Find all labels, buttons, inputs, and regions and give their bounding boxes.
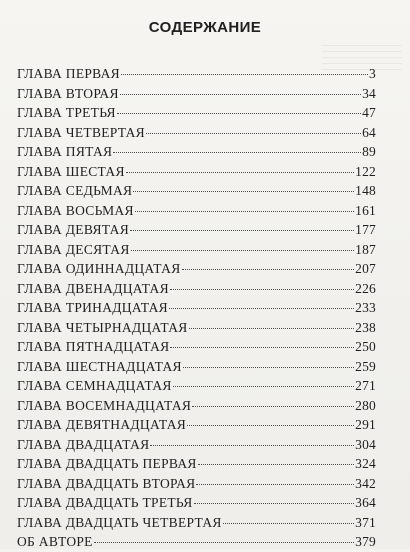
toc-entry [17,474,376,494]
toc-entry-label: ГЛАВА ВОСЬМАЯ [17,202,134,218]
toc-entry-page-number: 280 [355,397,376,413]
toc-entry-label: ГЛАВА ДЕВЯТНАДЦАТАЯ [17,417,187,432]
toc-entry [17,376,376,396]
toc-entry [17,318,376,338]
toc-entry-label: ГЛАВА СЕМНАДЦАТАЯ [17,378,172,393]
toc-entry-label: ГЛАВА ДВАДЦАТЬ ВТОРАЯ [17,475,196,491]
toc-entry-page-number: 177 [355,222,376,237]
toc-entry [17,240,376,260]
toc-entry-label: ГЛАВА ШЕСТНАДЦАТАЯ [17,358,182,374]
toc-entry-page-number: 233 [355,300,376,315]
toc-entry-label: ГЛАВА ВТОРАЯ [17,85,119,101]
dot-leader [192,406,354,407]
dot-leader [170,347,354,348]
dot-leader [196,484,354,485]
dot-leader [126,172,354,173]
toc-entry-page-number: 207 [355,261,376,276]
dot-leader [150,445,354,446]
toc-entry-label: ГЛАВА СЕДЬМАЯ [17,183,133,198]
toc-entry-page-number: 371 [355,514,376,530]
toc-entry-page-number: 364 [355,495,376,510]
toc-entry-page-number: 324 [355,456,376,471]
page-title: СОДЕРЖАНИЕ [148,19,262,36]
dot-leader [182,269,355,270]
toc-entry [17,337,376,357]
toc-entry [17,162,376,182]
toc-entry-label: ГЛАВА ЧЕТЫРНАДЦАТАЯ [17,319,188,335]
toc-entry-label: ГЛАВА ДВАДЦАТЬ ЧЕТВЕРТАЯ [17,514,222,530]
toc-entry [17,493,376,513]
toc-entry-label: ГЛАВА ОДИННАДЦАТАЯ [17,261,181,276]
toc-entry [17,454,376,474]
toc-entry [17,84,376,104]
toc-entry-page-number: 250 [355,339,376,354]
toc-entry-label: ГЛАВА ВОСЕМНАДЦАТАЯ [17,397,192,413]
toc-entry [17,396,376,416]
table-of-contents [17,64,376,552]
toc-entry [17,279,376,299]
dot-leader [170,289,354,290]
dot-leader [133,191,354,192]
toc-entry-page-number: 271 [355,378,376,393]
toc-entry [17,123,376,143]
toc-entry-page-number: 89 [362,144,376,159]
toc-entry-label: ГЛАВА ТРЕТЬЯ [17,105,116,120]
toc-entry-page-number: 238 [355,319,376,335]
toc-entry [17,142,376,162]
dot-leader [135,211,354,212]
toc-entry-page-number: 226 [355,280,376,296]
toc-entry [17,415,376,435]
toc-entry-label: ГЛАВА ТРИНАДЦАТАЯ [17,300,168,315]
dot-leader [173,386,354,387]
toc-entry-page-number: 122 [355,163,376,179]
toc-entry-page-number: 3 [369,66,376,81]
dot-leader [113,152,361,153]
toc-entry [17,298,376,318]
toc-entry [17,201,376,221]
toc-entry-label: ГЛАВА ДВАДЦАТАЯ [17,436,150,452]
toc-entry-label: ГЛАВА ЧЕТВЕРТАЯ [17,124,145,140]
dot-leader [189,328,355,329]
dot-leader [187,425,354,426]
toc-entry-page-number: 259 [355,358,376,374]
toc-entry-label: ГЛАВА ДЕСЯТАЯ [17,241,130,257]
toc-entry-label: ГЛАВА ПЯТНАДЦАТАЯ [17,339,170,354]
toc-entry-label: ГЛАВА ДВАДЦАТЬ ТРЕТЬЯ [17,495,193,510]
dot-leader [120,94,361,95]
toc-entry-label: ГЛАВА ДВАДЦАТЬ ПЕРВАЯ [17,456,197,471]
toc-entry [17,513,376,533]
dot-leader [94,542,354,543]
toc-entry [17,357,376,377]
dot-leader [131,250,354,251]
toc-entry-page-number: 304 [355,436,376,452]
toc-entry-label: ГЛАВА ДВЕНАДЦАТАЯ [17,280,169,296]
toc-entry [17,435,376,455]
toc-entry-page-number: 161 [355,202,376,218]
toc-entry-page-number: 342 [355,475,376,491]
toc-entry-page-number: 64 [362,124,376,140]
toc-entry-label: ГЛАВА ШЕСТАЯ [17,163,125,179]
toc-entry-label: ОБ АВТОРЕ [17,534,93,549]
dot-leader [130,230,354,231]
toc-entry [17,181,376,201]
toc-entry-label: ГЛАВА ДЕВЯТАЯ [17,222,129,237]
dot-leader [121,74,368,75]
dot-leader [183,367,354,368]
dot-leader [198,464,354,465]
toc-entry-label: ГЛАВА ПЕРВАЯ [17,66,120,81]
toc-entry [17,259,376,279]
dot-leader [169,308,354,309]
toc-entry [17,64,376,84]
dot-leader [117,113,361,114]
dot-leader [146,133,361,134]
toc-entry-page-number: 148 [355,183,376,198]
dot-leader [223,523,354,524]
toc-entry [17,220,376,240]
toc-entry-label: ГЛАВА ПЯТАЯ [17,144,113,159]
dot-leader [194,503,355,504]
toc-entry-page-number: 291 [355,417,376,432]
toc-entry-page-number: 379 [355,534,376,549]
toc-entry-page-number: 47 [362,105,376,120]
toc-entry-page-number: 34 [362,85,376,101]
toc-entry [17,103,376,123]
toc-entry-page-number: 187 [355,241,376,257]
